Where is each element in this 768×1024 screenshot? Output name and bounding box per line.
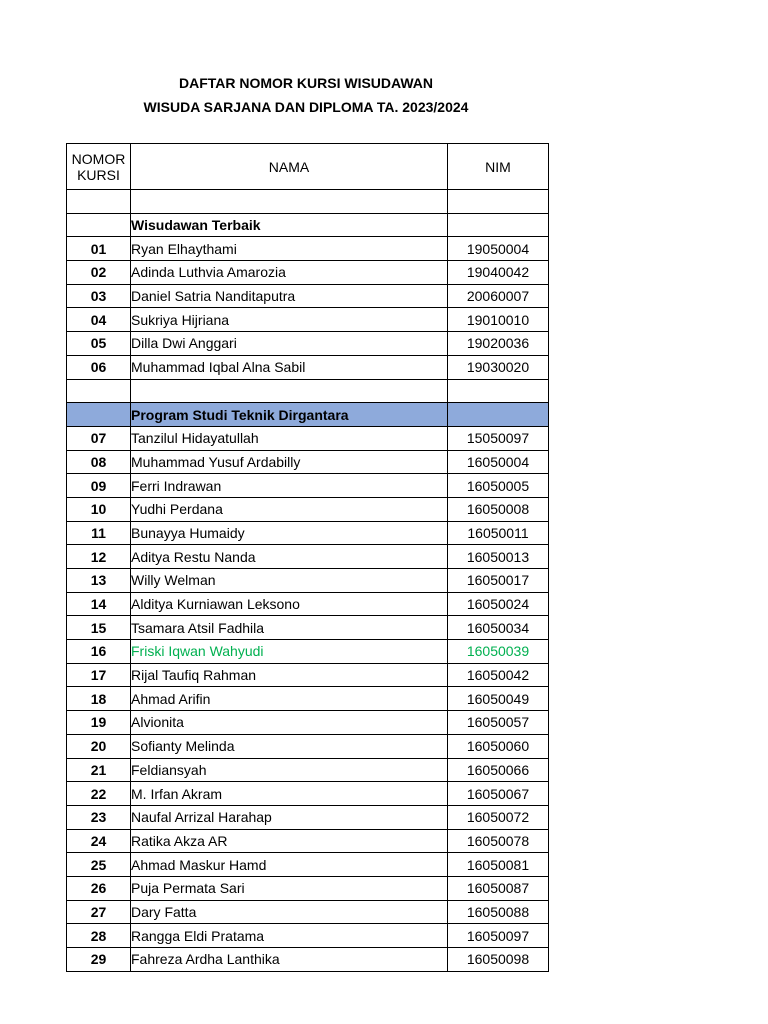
nim-cell: 16050011 bbox=[448, 521, 549, 545]
table-row bbox=[67, 497, 549, 521]
nim-cell: 16050042 bbox=[448, 663, 549, 687]
nim-cell: 16050098 bbox=[448, 948, 549, 972]
table-row bbox=[67, 876, 549, 900]
table-row bbox=[67, 663, 549, 687]
name-cell: Rijal Taufiq Rahman bbox=[131, 663, 448, 687]
seat-number-cell: 16 bbox=[67, 640, 131, 664]
table-header-row bbox=[67, 144, 549, 190]
seat-number-cell: 24 bbox=[67, 829, 131, 853]
seat-number-cell: 18 bbox=[67, 687, 131, 711]
table-row bbox=[67, 332, 549, 356]
nim-cell: 19050004 bbox=[448, 237, 549, 261]
nim-cell: 16050039 bbox=[448, 640, 549, 664]
table-row bbox=[67, 261, 549, 285]
nim-cell: 19040042 bbox=[448, 261, 549, 285]
table-row bbox=[67, 569, 549, 593]
seat-number-cell: 02 bbox=[67, 261, 131, 285]
table-row bbox=[67, 545, 549, 569]
section-row bbox=[67, 213, 549, 237]
table-row bbox=[67, 450, 549, 474]
blank-row bbox=[67, 379, 549, 403]
seat-number-cell: 20 bbox=[67, 734, 131, 758]
name-cell: Muhammad Iqbal Alna Sabil bbox=[131, 355, 448, 379]
nim-cell: 16050067 bbox=[448, 782, 549, 806]
name-cell: Willy Welman bbox=[131, 569, 448, 593]
nim-cell: 20060007 bbox=[448, 284, 549, 308]
seat-number-cell: 11 bbox=[67, 521, 131, 545]
nim-cell bbox=[448, 403, 549, 427]
table-row bbox=[67, 782, 549, 806]
seat-number-cell: 15 bbox=[67, 616, 131, 640]
table-row bbox=[67, 237, 549, 261]
header-nim: NIM bbox=[448, 144, 549, 190]
table-body bbox=[67, 190, 549, 972]
seat-number-cell: 19 bbox=[67, 711, 131, 735]
table-row bbox=[67, 426, 549, 450]
name-cell: Aditya Restu Nanda bbox=[131, 545, 448, 569]
name-cell: Rangga Eldi Pratama bbox=[131, 924, 448, 948]
nim-cell: 16050078 bbox=[448, 829, 549, 853]
header-seat-number bbox=[67, 144, 131, 190]
name-cell: Program Studi Teknik Dirgantara bbox=[131, 403, 448, 427]
seat-number-cell bbox=[67, 403, 131, 427]
section-row bbox=[67, 403, 549, 427]
table-row bbox=[67, 805, 549, 829]
table-row bbox=[67, 687, 549, 711]
blank-row bbox=[67, 190, 549, 214]
name-cell: Dary Fatta bbox=[131, 900, 448, 924]
nim-cell: 16050013 bbox=[448, 545, 549, 569]
seat-number-cell: 12 bbox=[67, 545, 131, 569]
name-cell bbox=[131, 190, 448, 214]
table-row bbox=[67, 829, 549, 853]
name-cell: Adinda Luthvia Amarozia bbox=[131, 261, 448, 285]
nim-cell: 16050049 bbox=[448, 687, 549, 711]
header-name: NAMA bbox=[131, 144, 448, 190]
seat-number-cell: 08 bbox=[67, 450, 131, 474]
seat-number-table bbox=[66, 143, 549, 972]
name-cell: Wisudawan Terbaik bbox=[131, 213, 448, 237]
table-row bbox=[67, 521, 549, 545]
nim-cell: 16050005 bbox=[448, 474, 549, 498]
nim-cell: 16050004 bbox=[448, 450, 549, 474]
name-cell: Sofianty Melinda bbox=[131, 734, 448, 758]
table-row bbox=[67, 592, 549, 616]
seat-number-cell: 07 bbox=[67, 426, 131, 450]
seat-number-cell: 26 bbox=[67, 876, 131, 900]
nim-cell: 16050034 bbox=[448, 616, 549, 640]
name-cell: Ahmad Arifin bbox=[131, 687, 448, 711]
seat-number-cell bbox=[67, 190, 131, 214]
name-cell: Ratika Akza AR bbox=[131, 829, 448, 853]
seat-number-cell: 05 bbox=[67, 332, 131, 356]
name-cell: Ahmad Maskur Hamd bbox=[131, 853, 448, 877]
header-seat-number-line2: KURSI bbox=[77, 166, 120, 183]
seat-number-cell: 22 bbox=[67, 782, 131, 806]
nim-cell: 16050024 bbox=[448, 592, 549, 616]
name-cell: Ferri Indrawan bbox=[131, 474, 448, 498]
seat-number-cell bbox=[67, 379, 131, 403]
seat-number-cell: 13 bbox=[67, 569, 131, 593]
name-cell: Ryan Elhaythami bbox=[131, 237, 448, 261]
table-row bbox=[67, 284, 549, 308]
table-row bbox=[67, 853, 549, 877]
seat-number-cell: 28 bbox=[67, 924, 131, 948]
table-row bbox=[67, 308, 549, 332]
name-cell: Feldiansyah bbox=[131, 758, 448, 782]
table-row bbox=[67, 711, 549, 735]
seat-number-cell: 03 bbox=[67, 284, 131, 308]
nim-cell: 16050066 bbox=[448, 758, 549, 782]
table-row bbox=[67, 616, 549, 640]
name-cell: Naufal Arrizal Harahap bbox=[131, 805, 448, 829]
table-row bbox=[67, 900, 549, 924]
seat-number-cell: 25 bbox=[67, 853, 131, 877]
name-cell: Tsamara Atsil Fadhila bbox=[131, 616, 448, 640]
name-cell bbox=[131, 379, 448, 403]
name-cell: Daniel Satria Nanditaputra bbox=[131, 284, 448, 308]
nim-cell: 16050072 bbox=[448, 805, 549, 829]
nim-cell: 15050097 bbox=[448, 426, 549, 450]
nim-cell: 16050057 bbox=[448, 711, 549, 735]
name-cell: Bunayya Humaidy bbox=[131, 521, 448, 545]
seat-number-cell: 06 bbox=[67, 355, 131, 379]
name-cell: Tanzilul Hidayatullah bbox=[131, 426, 448, 450]
header-seat-number-line1: NOMOR bbox=[71, 150, 126, 167]
table-row bbox=[67, 924, 549, 948]
name-cell: M. Irfan Akram bbox=[131, 782, 448, 806]
name-cell: Friski Iqwan Wahyudi bbox=[131, 640, 448, 664]
seat-number-cell bbox=[67, 213, 131, 237]
nim-cell bbox=[448, 379, 549, 403]
nim-cell: 16050008 bbox=[448, 497, 549, 521]
nim-cell: 16050081 bbox=[448, 853, 549, 877]
nim-cell: 16050087 bbox=[448, 876, 549, 900]
seat-number-cell: 10 bbox=[67, 497, 131, 521]
table-row bbox=[67, 474, 549, 498]
table-row bbox=[67, 355, 549, 379]
table-row bbox=[67, 640, 549, 664]
seat-number-cell: 01 bbox=[67, 237, 131, 261]
nim-cell bbox=[448, 213, 549, 237]
table-row bbox=[67, 758, 549, 782]
nim-cell: 16050060 bbox=[448, 734, 549, 758]
nim-cell: 19030020 bbox=[448, 355, 549, 379]
name-cell: Fahreza Ardha Lanthika bbox=[131, 948, 448, 972]
seat-number-cell: 14 bbox=[67, 592, 131, 616]
nim-cell: 16050017 bbox=[448, 569, 549, 593]
name-cell: Alvionita bbox=[131, 711, 448, 735]
table-row bbox=[67, 734, 549, 758]
nim-cell: 19020036 bbox=[448, 332, 549, 356]
name-cell: Yudhi Perdana bbox=[131, 497, 448, 521]
seat-number-cell: 23 bbox=[67, 805, 131, 829]
seat-number-cell: 29 bbox=[67, 948, 131, 972]
table-row bbox=[67, 948, 549, 972]
name-cell: Puja Permata Sari bbox=[131, 876, 448, 900]
nim-cell bbox=[448, 190, 549, 214]
nim-cell: 16050088 bbox=[448, 900, 549, 924]
seat-number-cell: 17 bbox=[67, 663, 131, 687]
nim-cell: 16050097 bbox=[448, 924, 549, 948]
name-cell: Sukriya Hijriana bbox=[131, 308, 448, 332]
document-title: DAFTAR NOMOR KURSI WISUDAWAN bbox=[178, 75, 434, 91]
document-subtitle: WISUDA SARJANA DAN DIPLOMA TA. 2023/2024 bbox=[143, 99, 469, 115]
name-cell: Alditya Kurniawan Leksono bbox=[131, 592, 448, 616]
seat-number-cell: 09 bbox=[67, 474, 131, 498]
seat-number-cell: 21 bbox=[67, 758, 131, 782]
seat-number-cell: 27 bbox=[67, 900, 131, 924]
nim-cell: 19010010 bbox=[448, 308, 549, 332]
seat-number-cell: 04 bbox=[67, 308, 131, 332]
name-cell: Muhammad Yusuf Ardabilly bbox=[131, 450, 448, 474]
name-cell: Dilla Dwi Anggari bbox=[131, 332, 448, 356]
